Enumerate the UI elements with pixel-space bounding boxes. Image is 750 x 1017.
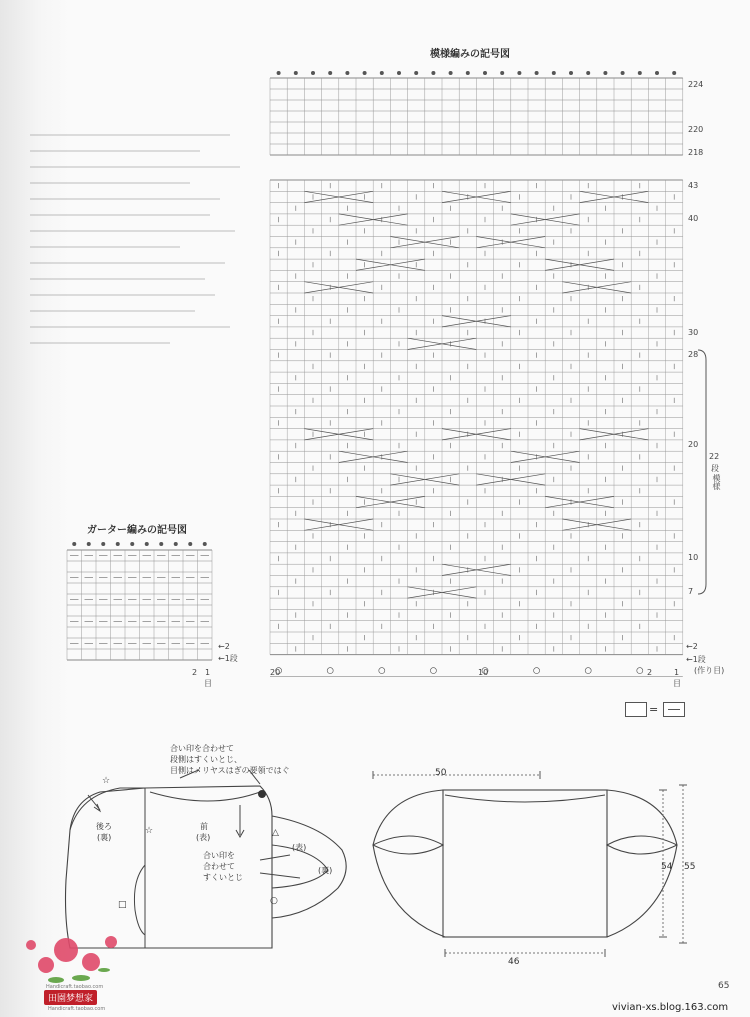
row-label-220: 220 bbox=[688, 125, 704, 134]
dim-height-outer: 55 bbox=[684, 862, 696, 872]
row-label-20: 20 bbox=[688, 440, 699, 449]
assembly-note-line3: 目側はメリヤスはぎの要領ではぐ bbox=[170, 766, 290, 775]
front-piece-side: (表) bbox=[196, 833, 211, 842]
row-label-7: 7 bbox=[688, 587, 694, 596]
dim-width-top: 50 bbox=[435, 768, 447, 778]
garter-row-label-1: ←1段 bbox=[218, 654, 238, 663]
garter-row-label-2: ←2 bbox=[218, 642, 230, 651]
mid-note-line3: すくいとじ bbox=[203, 873, 243, 882]
range-pattern: 模様 bbox=[712, 474, 721, 490]
assembly-note-line2: 段側はすくいとじ、 bbox=[170, 755, 242, 764]
marker-star-2: ☆ bbox=[145, 826, 154, 836]
row-label-40: 40 bbox=[688, 214, 699, 223]
logo-url-bottom: Handicraft.taobao.com bbox=[48, 1006, 106, 1012]
marker-circle: ○ bbox=[270, 896, 278, 906]
range-unit: 段 bbox=[711, 464, 719, 473]
mid-note-line2: 合わせて bbox=[203, 862, 235, 871]
back-piece-label: 後ろ bbox=[96, 822, 112, 831]
col-unit: 目 bbox=[673, 679, 681, 688]
row-label-2: ←2 bbox=[686, 642, 698, 651]
col-label-10: 10 bbox=[478, 668, 489, 677]
range-rows: 22 bbox=[709, 452, 720, 461]
blog-watermark: vivian-xs.blog.163.com bbox=[612, 1002, 729, 1013]
shop-logo bbox=[16, 920, 136, 1012]
garter-col-label-1: 1 bbox=[205, 668, 211, 677]
logo-badge: 田園梦想家 bbox=[44, 990, 97, 1005]
symbol-empty-box bbox=[625, 702, 647, 717]
logo-url-top: Handicraft.taobao.com bbox=[46, 984, 104, 990]
marker-triangle: △ bbox=[272, 828, 279, 838]
col-label-2: 2 bbox=[647, 668, 653, 677]
side-back-label: (裏) bbox=[318, 866, 333, 875]
range-bracket bbox=[696, 348, 710, 596]
pattern-chart-title: 模様編みの記号図 bbox=[430, 49, 510, 60]
garter-col-unit: 目 bbox=[204, 679, 212, 688]
marker-square: □ bbox=[118, 900, 127, 910]
dim-width-bottom: 46 bbox=[508, 957, 520, 967]
back-piece-side: (裏) bbox=[97, 833, 112, 842]
row-label-218: 218 bbox=[688, 148, 704, 157]
symbol-equals: = bbox=[649, 703, 659, 716]
row-label-43: 43 bbox=[688, 181, 699, 190]
front-piece-label: 前 bbox=[200, 822, 208, 831]
side-front-label: (表) bbox=[292, 843, 307, 852]
mid-note-line1: 合い印を bbox=[203, 851, 235, 860]
row-label-224: 224 bbox=[688, 80, 704, 89]
dim-height-inner: 54 bbox=[661, 862, 673, 872]
assembly-right-diagram bbox=[365, 765, 695, 965]
row-label-1: ←1段 bbox=[686, 655, 706, 664]
garter-chart-title: ガーター編みの記号図 bbox=[87, 525, 187, 536]
page-number: 65 bbox=[718, 981, 730, 991]
assembly-note-line1: 合い印を合わせて bbox=[170, 744, 234, 753]
bleed-through-text bbox=[30, 120, 270, 540]
row-label-cast-on: (作り目) bbox=[694, 666, 725, 675]
row-label-28: 28 bbox=[688, 350, 699, 359]
pattern-chart-grid bbox=[260, 60, 700, 680]
row-label-30: 30 bbox=[688, 328, 699, 337]
symbol-knit-box bbox=[663, 702, 685, 717]
col-label-1: 1 bbox=[674, 668, 680, 677]
garter-chart-grid bbox=[62, 538, 232, 668]
col-label-20: 20 bbox=[270, 668, 281, 677]
marker-star-1: ☆ bbox=[102, 776, 111, 786]
row-label-10: 10 bbox=[688, 553, 699, 562]
garter-col-label-2: 2 bbox=[192, 668, 198, 677]
